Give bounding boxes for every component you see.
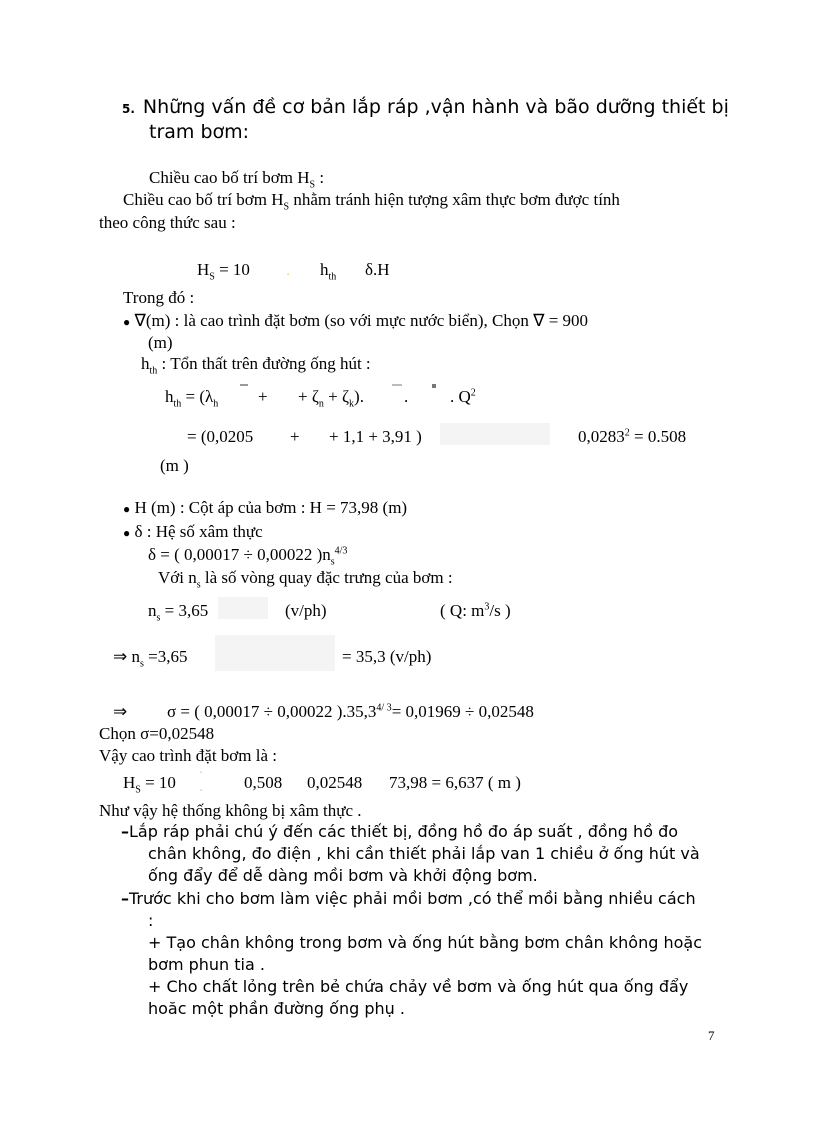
formula-hth2-b: + (290, 427, 300, 446)
sigma-arrow: ⇒ (113, 702, 128, 721)
final-c: 0,508 (244, 773, 283, 792)
formula-hth2-a: = (0,0205 (187, 427, 254, 446)
formula-hth: $h_{th} = (\lambda_h$ (165, 387, 219, 410)
intro-line2: theo công thức sau : (99, 213, 236, 232)
item-delta: ● δ : Hệ số xâm thực (123, 522, 263, 541)
final-formula: $H_S = 10$ (123, 773, 176, 796)
faint-fraction-block (218, 597, 268, 619)
item-nabla-cont: (m) (148, 333, 173, 352)
page-number: 7 (708, 1028, 715, 1043)
dash-item-2-line4: bơm phun tia . (148, 955, 265, 974)
sigma-line: σ = ( 0,00017 ÷ 0,00022 )$.35,3^{4/ 3}= 0,01969 \div 0,02548$ (167, 702, 534, 721)
dash-icon: – (121, 889, 129, 908)
intro-line1: Chiều cao bố trí bơm $H_S$ nhằm tránh hiện tượng xâm thực bơm được tính (123, 190, 620, 213)
hth-label: $h_{th}$ : Tổn thất trên đường ống hút : (141, 354, 371, 377)
trong-do: Trong đó : (123, 288, 195, 307)
dash-item-2-line5: + Cho chất lỏng trên bẻ chứa chảy về bơm và ống hút qua ống đẩy (148, 977, 689, 996)
faint-fraction: ▪ (287, 272, 290, 278)
dash-item-2-line2: : (148, 911, 154, 930)
dash-item-2-line6: hoăc một phần đường ống phụ . (148, 999, 405, 1018)
ns-formula: $n_s = 3,65$ (148, 601, 209, 624)
chon-sigma: Chọn σ=0,02548 (99, 724, 215, 743)
formula-delta-term: δ.H (365, 260, 390, 279)
faint-mark: ▪ (200, 770, 203, 776)
dash-item-1-line3: ống đẩy để dễ dàng mồi bơm và khởi động bơm. (148, 866, 538, 885)
section-heading (122, 97, 729, 119)
ns-note: ( Q: $m^3/s$ ) (440, 601, 511, 620)
dash-item-1-line2: chân không, đo điện , khi cần thiết phải lắp van 1 chiều ở ống hút và (148, 844, 700, 863)
final-d: 0,02548 (307, 773, 363, 792)
section-title-line2: tram bơm: (149, 121, 250, 143)
delta-formula: δ = ( 0,00017 ÷ 0,00022 )$n_s^{4/3}$ (148, 545, 348, 568)
faint-fraction-block (440, 423, 550, 445)
faint-mark (432, 384, 436, 388)
faint-mark (392, 384, 402, 386)
formula-hth-plus: + (258, 387, 268, 406)
dash-item-2-line3: + Tạo chân không trong bơm và ống hút bằng bơm chân không hoặc (148, 933, 702, 952)
formula-hth-q: . $Q^2$ (450, 387, 476, 406)
item-nabla: ● ∇(m) : là cao trình đặt bơm (so với mực nước biển), Chọn ∇ = 900 (123, 311, 589, 330)
section-title-line1: Những vấn đề cơ bản lắp ráp ,vận hành và bão dưỡng thiết bị (142, 96, 729, 118)
bullet-icon: ● (123, 502, 131, 516)
faint-mark (240, 384, 248, 386)
section-number: 5. (122, 102, 135, 116)
item-H: ● H (m) : Cột áp của bơm : H = 73,98 (m) (123, 498, 408, 517)
formula-hth-dot: . (404, 387, 409, 406)
bullet-icon: ● (123, 526, 131, 540)
ns-definition: Với $n_s$ là số vòng quay đặc trưng của bơm : (158, 568, 453, 591)
formula-hth2-d: $0,0283^2 = 0.508$ (578, 427, 687, 446)
faint-mark: ▪ (200, 788, 203, 794)
dash-icon: – (121, 822, 129, 841)
formula-hth-zeta: + $\zeta_n + \zeta_k$). (298, 387, 364, 410)
ns-result: ⇒ $n_s =3,65$ (113, 647, 188, 670)
final-e: 73,98 = 6,637 ( m ) (389, 773, 521, 792)
formula-hs: $H_S = 10$ (197, 260, 250, 283)
hs-title: Chiều cao bố trí bơm $H_S$ : (149, 168, 325, 191)
formula-hth-term: $h_{th}$ (320, 260, 337, 283)
ns-unit: (v/ph) (285, 601, 327, 620)
faint-fraction-block (215, 635, 335, 671)
formula-hth2-cont: (m ) (160, 456, 189, 475)
formula-hth2-c: + 1,1 + 3,91 ) (329, 427, 422, 446)
conclusion: Như vậy hệ thống không bị xâm thực . (99, 801, 362, 820)
dash-item-1: –Lắp ráp phải chú ý đến các thiết bị, đồng hồ đo áp suất , đồng hồ đo (121, 822, 679, 841)
ns-result-value: = 35,3 (v/ph) (342, 647, 432, 666)
dash-item-2: –Trước khi cho bơm làm việc phải mồi bơm ,có thể mồi bằng nhiều cách (121, 889, 696, 908)
bullet-icon: ● (123, 315, 131, 329)
vay-text: Vậy cao trình đặt bơm là : (99, 746, 277, 765)
